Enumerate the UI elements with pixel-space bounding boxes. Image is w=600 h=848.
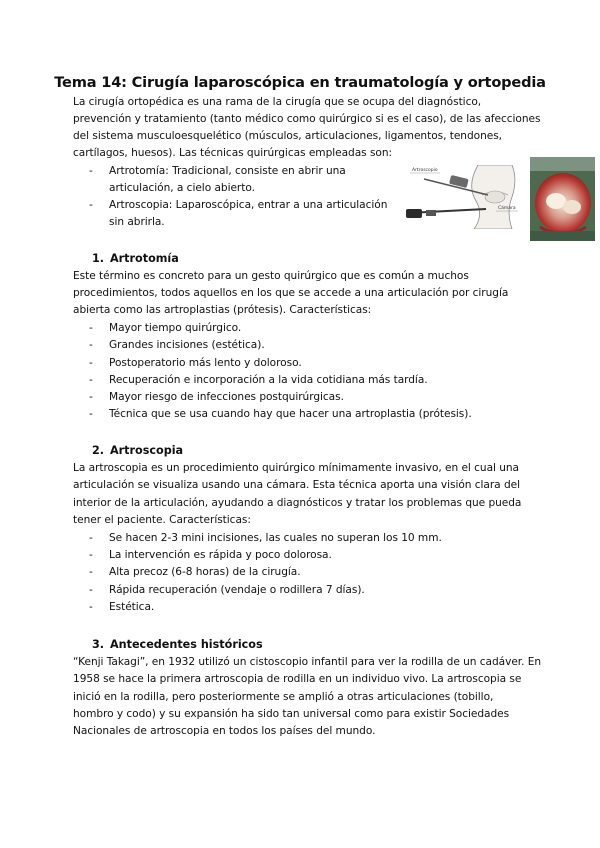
list-item: Rápida recuperación (vendaje o rodillera 7 días).: [109, 584, 365, 596]
section-number: 2.: [92, 444, 105, 457]
bullet-dash: -: [89, 601, 93, 613]
bullet-dash: -: [89, 408, 93, 420]
open-joint-photo: [530, 157, 595, 241]
intro-bullet: Artrotomía: Tradicional, consiste en abrir una: [109, 165, 346, 177]
bullet-dash: -: [89, 549, 93, 561]
section-number: 1.: [92, 252, 105, 265]
section-title: Artrotomía: [110, 252, 179, 265]
intro-bullet: Artroscopia: Laparoscópica, entrar a una articulación: [109, 199, 388, 211]
intro-line: cartílagos, huesos). Las técnicas quirúrgicas empleadas son:: [73, 147, 393, 159]
list-item: Grandes incisiones (estética).: [109, 339, 265, 351]
paragraph-line: inició en la rodilla, pero posteriormente se amplió a otras articulaciones (tobillo,: [73, 691, 494, 703]
bullet-dash: -: [89, 584, 93, 596]
intro-line: La cirugía ortopédica es una rama de la cirugía que se ocupa del diagnóstico,: [73, 96, 482, 108]
bullet-dash: -: [89, 532, 93, 544]
list-item: La intervención es rápida y poco dolorosa.: [109, 549, 332, 561]
paragraph-line: procedimientos, todos aquellos en los que se accede a una articulación por cirugía: [73, 287, 509, 299]
figure-label: Artroscopio: [412, 168, 438, 173]
section-title: Artroscopia: [110, 444, 184, 457]
paragraph-line: interior de la articulación, ayudando a diagnósticos y tratar los problemas que pueda: [73, 497, 522, 509]
intro-line: del sistema musculoesquelético (músculos, articulaciones, ligamentos, tendones,: [73, 130, 502, 142]
paragraph-line: La artroscopia es un procedimiento quirúrgico mínimamente invasivo, en el cual una: [73, 462, 519, 474]
intro-line: prevención y tratamiento (tanto médico como quirúrgico si es el caso), de las afecciones: [73, 113, 541, 125]
intro-bullet-cont: sin abrirla.: [109, 216, 165, 228]
intro-bullet-cont: articulación, a cielo abierto.: [109, 182, 255, 194]
arthroscope-knee-diagram: [400, 165, 524, 229]
list-item: Recuperación e incorporación a la vida cotidiana más tardía.: [109, 374, 428, 386]
surgery-photo-svg: [530, 157, 595, 241]
figure-label: Cámara: [498, 206, 516, 211]
bullet-dash: -: [89, 566, 93, 578]
paragraph-line: abierta como las artroplastias (prótesis). Características:: [73, 304, 372, 316]
section-heading: [92, 250, 179, 267]
bullet-dash: -: [89, 339, 93, 351]
bullet-dash: -: [89, 199, 93, 211]
paragraph-line: Este término es concreto para un gesto quirúrgico que es común a muchos: [73, 270, 469, 282]
paragraph-line: articulación se visualiza usando una cámara. Esta técnica aporta una visión clara del: [73, 479, 520, 491]
paragraph-line: hombro y codo) y su expansión ha sido tan universal como para existir Sociedades: [73, 708, 510, 720]
document-title: Tema 14: Cirugía laparoscópica en traumatología y ortopedia: [54, 74, 546, 91]
list-item: Se hacen 2-3 mini incisiones, las cuales no superan los 10 mm.: [109, 532, 442, 544]
bullet-dash: -: [89, 165, 93, 177]
section-heading: [92, 442, 183, 459]
list-item: Estética.: [109, 601, 155, 613]
list-item: Técnica que se usa cuando hay que hacer una artroplastia (prótesis).: [109, 408, 472, 420]
list-item: Mayor tiempo quirúrgico.: [109, 322, 242, 334]
section-number: 3.: [92, 638, 105, 651]
section-heading: [92, 636, 263, 653]
paragraph-line: “Kenji Takagi”, en 1932 utilizó un cistoscopio infantil para ver la rodilla de un cadáver. En: [73, 656, 542, 668]
section-title: Antecedentes históricos: [110, 638, 263, 651]
paragraph-line: 1958 se hace la primera artroscopia de rodilla en un individuo vivo. La artroscopia se: [73, 673, 522, 685]
bullet-dash: -: [89, 391, 93, 403]
list-item: Postoperatorio más lento y doloroso.: [109, 357, 302, 369]
list-item: Mayor riesgo de infecciones postquirúrgicas.: [109, 391, 344, 403]
arthroscope-diagram-svg: [400, 165, 524, 229]
bullet-dash: -: [89, 374, 93, 386]
list-item: Alta precoz (6-8 horas) de la cirugía.: [109, 566, 301, 578]
paragraph-line: tener el paciente. Características:: [73, 514, 251, 526]
paragraph-line: Nacionales de artroscopia en todos los países del mundo.: [73, 725, 376, 737]
bullet-dash: -: [89, 322, 93, 334]
bullet-dash: -: [89, 357, 93, 369]
